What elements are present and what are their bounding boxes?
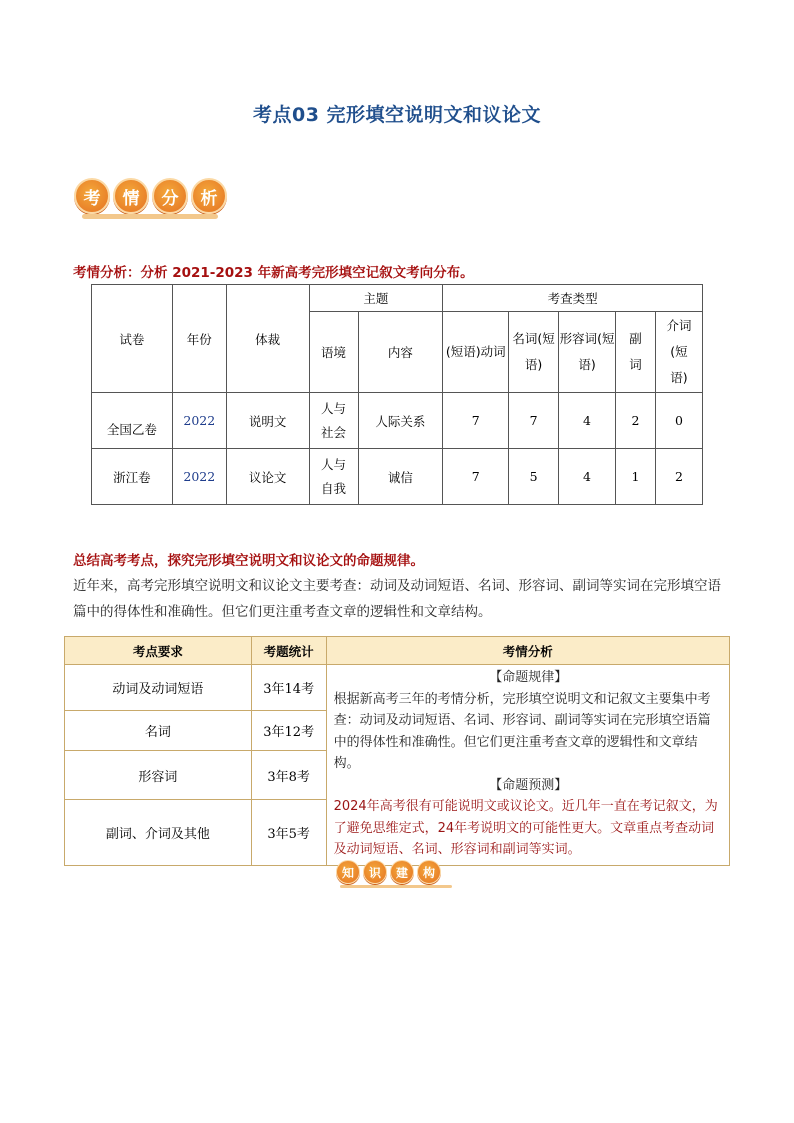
section-badge-analysis xyxy=(74,178,227,214)
badge-char: 情 xyxy=(113,178,149,214)
header-noun: 名词(短语) xyxy=(509,312,559,393)
table-row xyxy=(92,449,703,505)
header-context: 语境 xyxy=(309,312,358,393)
predict-text: 2024年高考很有可能说明文或议论文。近几年一直在考记叙文，为了避免思维定式，24年考说明文的可能性更大。文章重点考查动词及动词短语、名词、形容词和副词等实词。 xyxy=(333,799,718,857)
badge-char: 考 xyxy=(74,178,110,214)
cell-year: 2022 xyxy=(172,393,226,449)
cell-adj: 4 xyxy=(559,449,616,505)
cell-adj: 4 xyxy=(559,393,616,449)
header-statistics: 考题统计 xyxy=(251,637,326,665)
badge-char: 建 xyxy=(390,860,414,884)
header-adv: 副词 xyxy=(615,312,655,393)
header-requirement: 考点要求 xyxy=(65,637,252,665)
cell-requirement: 动词及动词短语 xyxy=(65,665,252,711)
cell-genre: 议论文 xyxy=(226,449,309,505)
header-genre: 体裁 xyxy=(226,285,309,393)
cell-requirement: 副词、介词及其他 xyxy=(65,800,252,865)
section1-heading: 考情分析：分析 2021-2023 年新高考完形填空记叙文考向分布。 xyxy=(73,265,474,281)
cell-statistics: 3年5考 xyxy=(251,800,326,865)
cell-context: 人与社会 xyxy=(309,393,358,449)
cell-requirement: 形容词 xyxy=(65,751,252,800)
cell-statistics: 3年8考 xyxy=(251,751,326,800)
cell-adv: 2 xyxy=(615,393,655,449)
cell-content: 人际关系 xyxy=(358,393,443,449)
header-prep: 介词(短语) xyxy=(655,312,702,393)
intro-paragraph: 近年来，高考完形填空说明文和议论文主要考查：动词及动词短语、名词、形容词、副词等实词在完形填空语篇中的得体性和准确性。但它们更注重考查文章的逻辑性和文章结构。 xyxy=(73,578,721,620)
header-year: 年份 xyxy=(172,285,226,393)
cell-prep: 2 xyxy=(655,449,702,505)
cell-content: 诚信 xyxy=(358,449,443,505)
header-analysis: 考情分析 xyxy=(326,637,729,665)
page-title: 考点03 完形填空说明文和议论文 xyxy=(252,104,542,126)
cell-adv: 1 xyxy=(615,449,655,505)
analysis-cell xyxy=(326,665,729,866)
cell-genre: 说明文 xyxy=(226,393,309,449)
cell-prep: 0 xyxy=(655,393,702,449)
header-verb: (短语)动词 xyxy=(443,312,509,393)
exam-points-table xyxy=(64,636,730,866)
cell-statistics: 3年14考 xyxy=(251,665,326,711)
cell-requirement: 名词 xyxy=(65,711,252,751)
cell-paper: 全国乙卷 xyxy=(92,393,173,449)
badge-underline xyxy=(82,214,218,219)
badge-char: 知 xyxy=(336,860,360,884)
badge-char: 析 xyxy=(191,178,227,214)
badge-char: 识 xyxy=(363,860,387,884)
cell-paper: 浙江卷 xyxy=(92,449,173,505)
header-adj: 形容词(短语) xyxy=(559,312,616,393)
exam-distribution-table xyxy=(91,284,703,505)
predict-heading: 【命题预测】 xyxy=(489,777,568,793)
badge-char: 构 xyxy=(417,860,441,884)
cell-statistics: 3年12考 xyxy=(251,711,326,751)
cell-year: 2022 xyxy=(172,449,226,505)
badge-char: 分 xyxy=(152,178,188,214)
rule-text: 根据新高考三年的考情分析，完形填空说明文和记叙文主要集中考查：动词及动词短语、名词、形容词、副词等实词在完形填空语篇中的得体性和准确性。但它们更注重考查文章的逻辑性和文章结构。 xyxy=(333,691,711,771)
table-row xyxy=(92,393,703,449)
cell-noun: 7 xyxy=(509,393,559,449)
header-content: 内容 xyxy=(358,312,443,393)
badge-underline xyxy=(340,885,452,888)
rule-heading: 【命题规律】 xyxy=(489,670,568,685)
cell-noun: 5 xyxy=(509,449,559,505)
cell-context: 人与自我 xyxy=(309,449,358,505)
section2-heading: 总结高考考点，探究完形填空说明文和议论文的命题规律。 xyxy=(73,553,424,569)
cell-verb: 7 xyxy=(443,393,509,449)
table-row xyxy=(65,665,730,711)
header-paper: 试卷 xyxy=(92,285,173,393)
section-badge-knowledge xyxy=(336,860,441,884)
cell-verb: 7 xyxy=(443,449,509,505)
header-theme: 主题 xyxy=(309,285,443,312)
header-types: 考查类型 xyxy=(443,285,703,312)
